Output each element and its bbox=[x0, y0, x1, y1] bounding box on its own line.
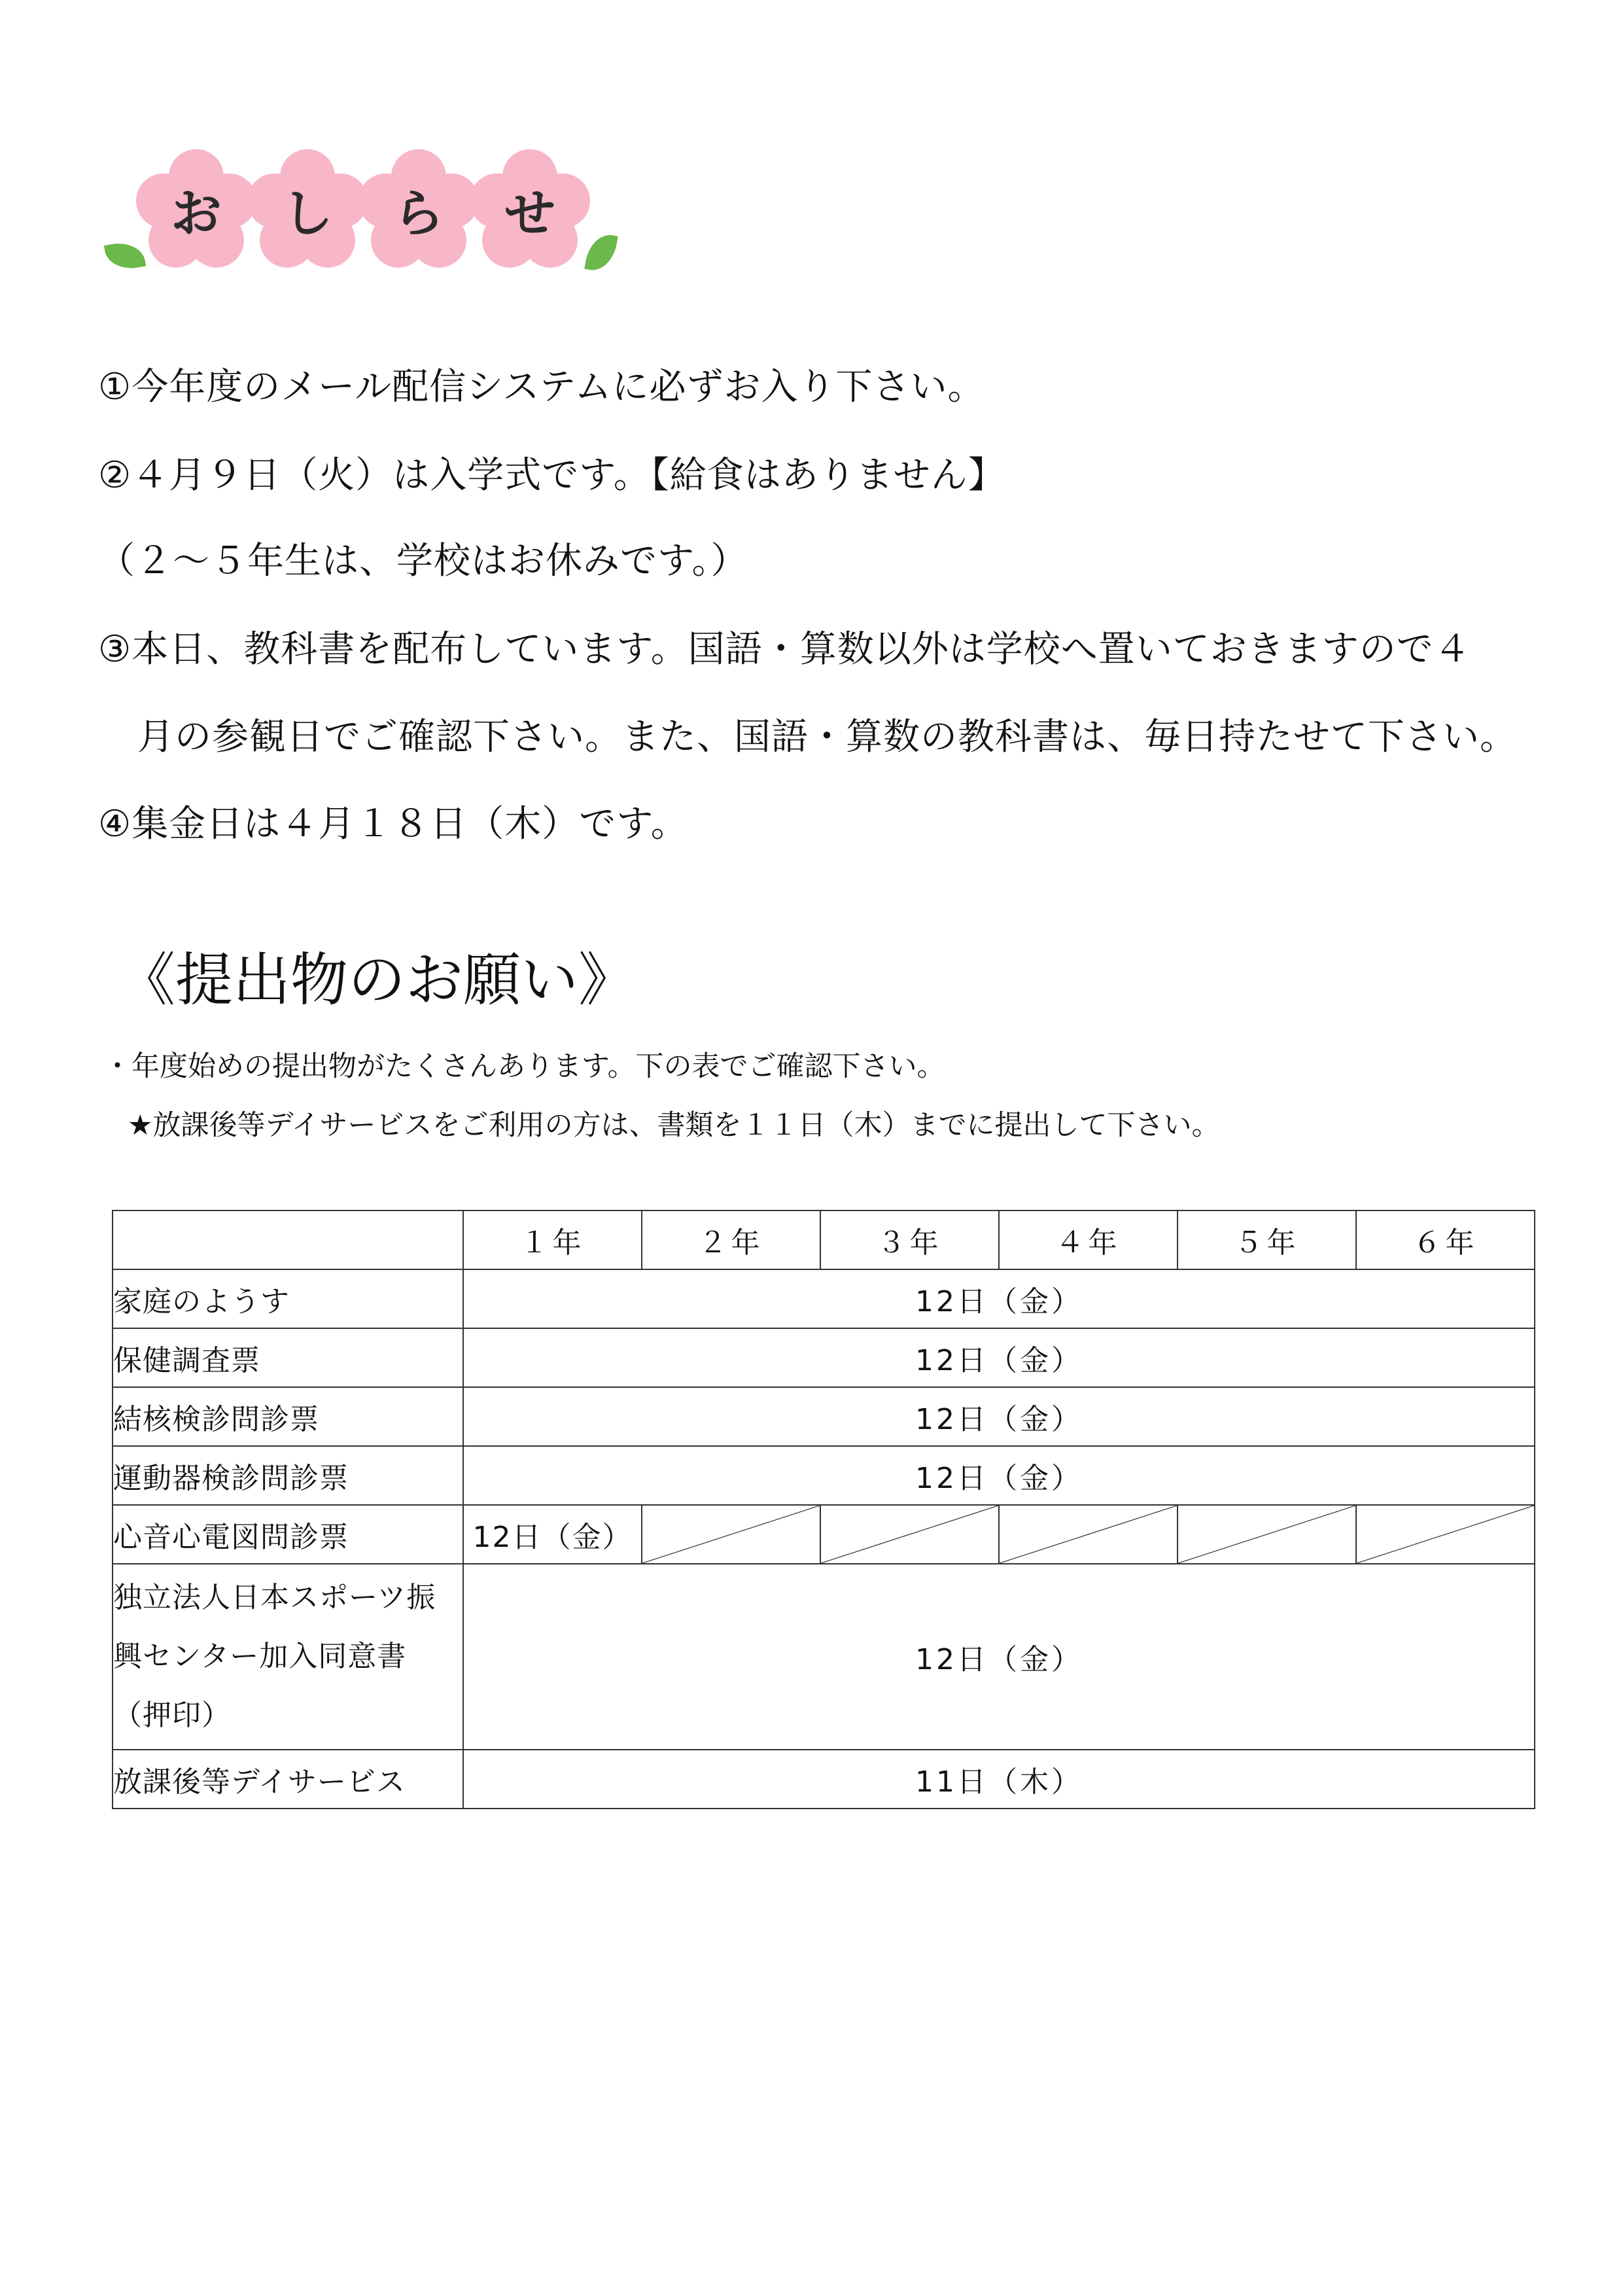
table-row bbox=[113, 1328, 1535, 1387]
table-header-cell: ６年 bbox=[1356, 1210, 1535, 1269]
flower-icon bbox=[357, 147, 481, 272]
row-label: 保健調査票 bbox=[113, 1328, 463, 1387]
not-applicable-cell bbox=[999, 1505, 1178, 1564]
table-header-cell: ４年 bbox=[999, 1210, 1178, 1269]
notice-line: ③本日、教科書を配布しています。国語・算数以外は学校へ置いておきますので４ bbox=[98, 628, 1471, 671]
row-label: 放課後等デイサービス bbox=[113, 1750, 463, 1809]
due-date: 12日（金） bbox=[463, 1446, 1535, 1505]
section-note: ・年度始めの提出物がたくさんあります。下の表でご確認下さい。 bbox=[103, 1050, 945, 1083]
row-label: 結核検診問診票 bbox=[113, 1387, 463, 1446]
notice-line: （２～５年生は、学校はお休みです。） bbox=[98, 540, 748, 582]
due-date: 12日（金） bbox=[463, 1387, 1535, 1446]
table-header-cell bbox=[113, 1210, 463, 1269]
table-row bbox=[113, 1564, 1535, 1750]
section-note: ★放課後等デイサービスをご利用の方は、書類を１１日（木）までに提出して下さい。 bbox=[128, 1109, 1220, 1142]
row-label: 心音心電図問診票 bbox=[113, 1505, 463, 1564]
table-header-row bbox=[113, 1210, 1535, 1269]
banner-char: し bbox=[281, 185, 333, 243]
oshirase-banner bbox=[98, 134, 635, 291]
table-header-cell: ２年 bbox=[642, 1210, 820, 1269]
row-label-line: 独立法人日本スポーツ振 bbox=[113, 1581, 436, 1614]
table-row bbox=[113, 1387, 1535, 1446]
due-date: 12日（金） bbox=[463, 1328, 1535, 1387]
notice-line: ②４月９日（火）は入学式です。【給食はありません】 bbox=[98, 454, 1005, 497]
notice-line: ①今年度のメール配信システムに必ずお入り下さい。 bbox=[98, 366, 985, 408]
table-row bbox=[113, 1505, 1535, 1564]
notice-line: ④集金日は４月１８日（木）です。 bbox=[98, 803, 688, 845]
due-date: 11日（木） bbox=[463, 1750, 1535, 1809]
table-row bbox=[113, 1446, 1535, 1505]
row-label: 運動器検診問診票 bbox=[113, 1446, 463, 1505]
banner-char: ら bbox=[393, 185, 444, 243]
due-date: 12日（金） bbox=[463, 1564, 1535, 1750]
not-applicable-cell bbox=[642, 1505, 820, 1564]
due-date: 12日（金） bbox=[463, 1269, 1535, 1328]
not-applicable-cell bbox=[820, 1505, 999, 1564]
submission-table bbox=[112, 1210, 1535, 1809]
table-row bbox=[113, 1269, 1535, 1328]
flower-icon bbox=[468, 147, 592, 272]
table-header-cell: １年 bbox=[463, 1210, 642, 1269]
row-label: 家庭のようす bbox=[113, 1269, 463, 1328]
table-header-cell: ５年 bbox=[1178, 1210, 1356, 1269]
not-applicable-cell bbox=[1178, 1505, 1356, 1564]
not-applicable-cell bbox=[1356, 1505, 1535, 1564]
row-label bbox=[113, 1564, 463, 1750]
row-label-line: 興センター加入同意書 bbox=[113, 1640, 407, 1673]
table-row bbox=[113, 1750, 1535, 1809]
section-title: 《提出物のお願い》 bbox=[118, 946, 637, 1014]
flower-icon bbox=[134, 147, 258, 272]
table-header-cell: ３年 bbox=[820, 1210, 999, 1269]
flower-icon bbox=[245, 147, 370, 272]
banner-char: せ bbox=[504, 185, 555, 243]
notice-line: 月の参観日でご確認下さい。また、国語・算数の教科書は、毎日持たせて下さい。 bbox=[137, 716, 1517, 758]
banner-char: お bbox=[170, 185, 222, 243]
due-date: 12日（金） bbox=[463, 1505, 642, 1564]
row-label-line: （押印） bbox=[113, 1699, 231, 1732]
